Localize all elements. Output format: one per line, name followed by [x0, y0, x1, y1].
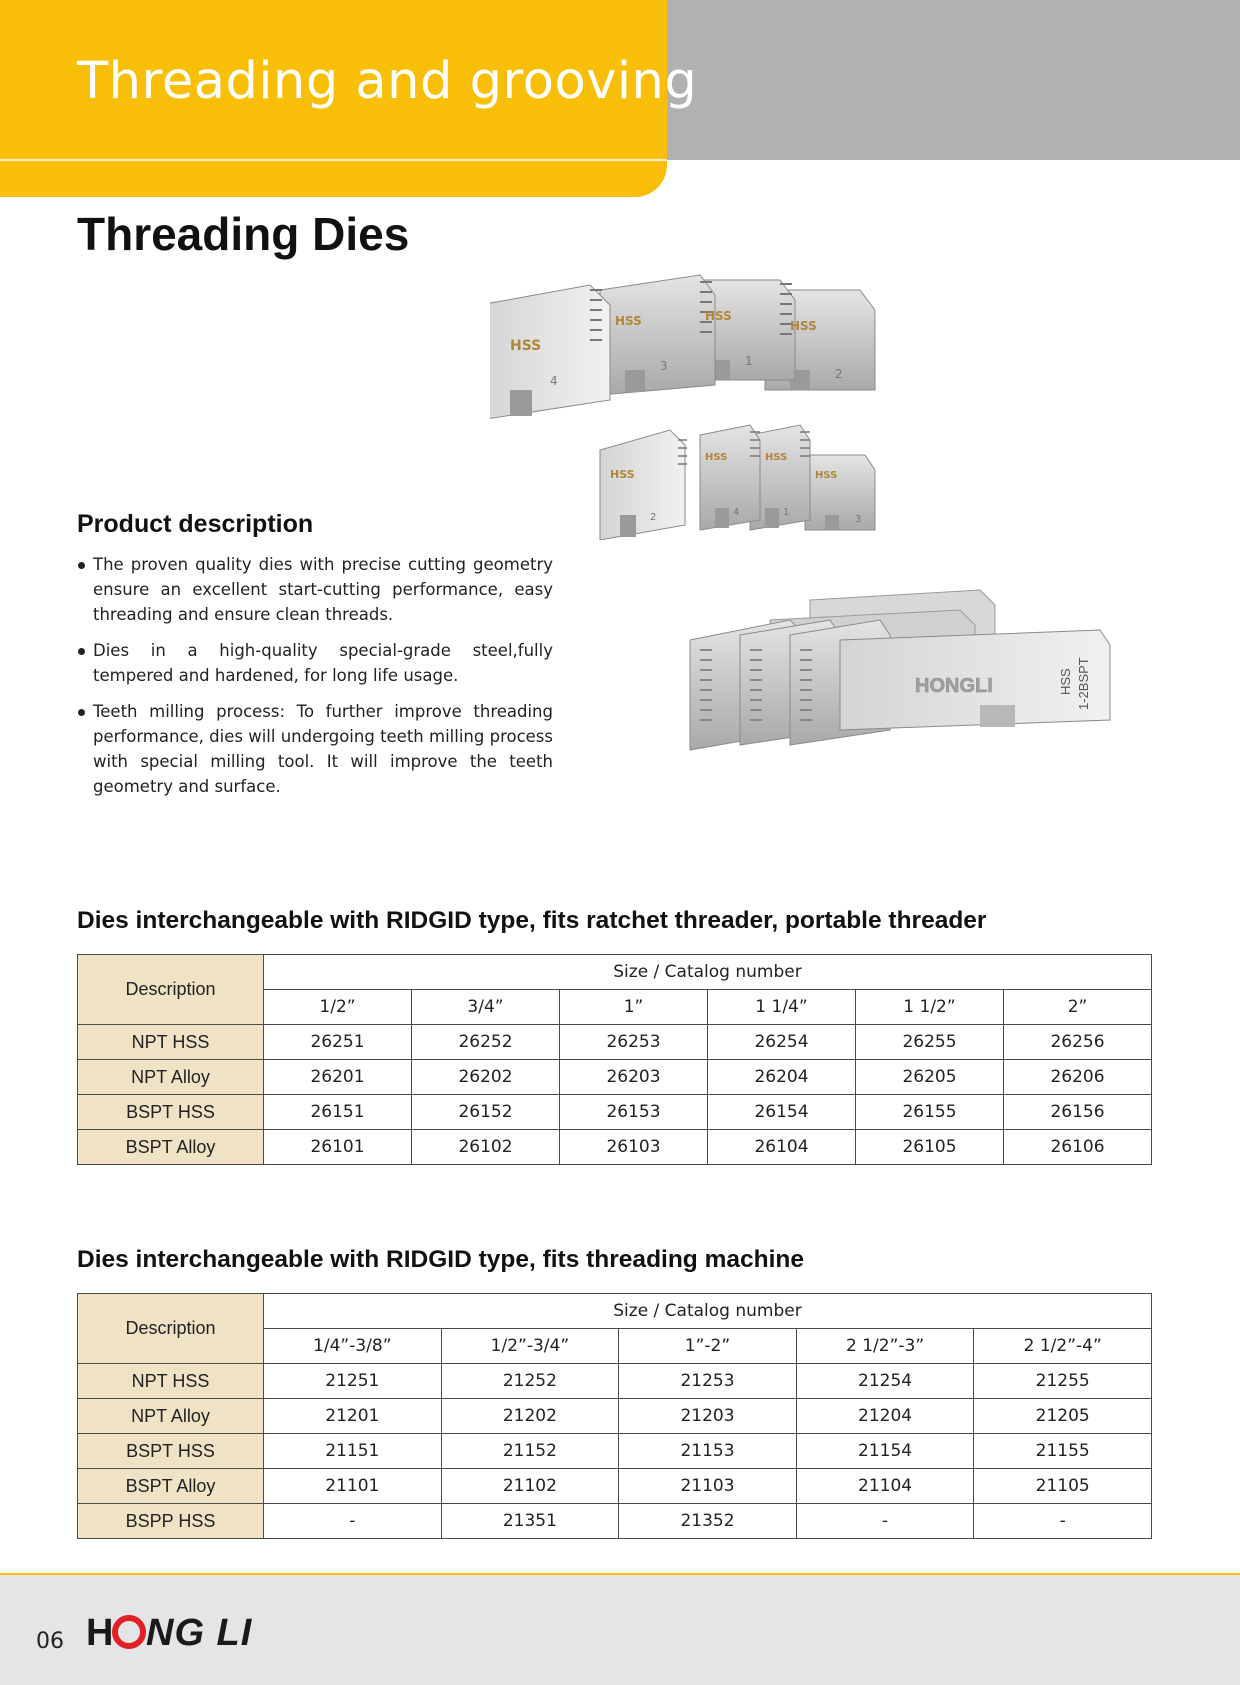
catalog-cell: 21152 — [441, 1434, 619, 1469]
size-group-header: Size / Catalog number — [264, 955, 1152, 990]
catalog-cell: 21103 — [619, 1469, 797, 1504]
table-row — [78, 1130, 1152, 1165]
table-row — [78, 1060, 1152, 1095]
size-header: 2” — [1004, 990, 1152, 1025]
header-divider — [0, 159, 667, 161]
row-label: NPT Alloy — [78, 1060, 264, 1095]
catalog-cell: 21104 — [796, 1469, 974, 1504]
section-title: Threading and grooving — [77, 52, 698, 111]
catalog-cell: 21251 — [264, 1364, 442, 1399]
description-header: Description — [78, 955, 264, 1025]
die-label: HSS — [1058, 668, 1073, 695]
row-label: BSPT Alloy — [78, 1130, 264, 1165]
die-number: 1 — [783, 507, 790, 518]
table-row — [78, 1095, 1152, 1130]
catalog-cell: 21203 — [619, 1399, 797, 1434]
size-header: 2 1/2”-4” — [974, 1329, 1152, 1364]
die-number: 3 — [855, 514, 862, 525]
catalog-cell: 26255 — [856, 1025, 1004, 1060]
catalog-cell: 26104 — [708, 1130, 856, 1165]
die-number: 3 — [660, 359, 668, 373]
catalog-cell: 26205 — [856, 1060, 1004, 1095]
catalog-cell: 21151 — [264, 1434, 442, 1469]
page-number: 06 — [36, 1629, 64, 1654]
header-gray-band — [667, 0, 1240, 160]
catalog-cell: 21105 — [974, 1469, 1152, 1504]
catalog-cell: 21154 — [796, 1434, 974, 1469]
die-set-small-icon — [590, 420, 890, 540]
die-label: HSS — [705, 309, 732, 323]
catalog-cell: 26206 — [1004, 1060, 1152, 1095]
description-heading: Product description — [77, 510, 314, 538]
size-header: 1 1/4” — [708, 990, 856, 1025]
description-item: Dies in a high-quality special-grade steel,fully tempered and hardened, for long life usage. — [77, 638, 553, 688]
size-header: 1 1/2” — [856, 990, 1004, 1025]
hongli-logo-icon — [86, 1609, 270, 1655]
die-label: HSS — [610, 468, 635, 481]
catalog-cell: 26251 — [264, 1025, 412, 1060]
catalog-cell: 21252 — [441, 1364, 619, 1399]
catalog-cell: 26101 — [264, 1130, 412, 1165]
table-row — [78, 1364, 1152, 1399]
catalog-cell: - — [796, 1504, 974, 1539]
catalog-cell: 26154 — [708, 1095, 856, 1130]
catalog-cell: 26253 — [560, 1025, 708, 1060]
catalog-cell: 21201 — [264, 1399, 442, 1434]
size-group-header: Size / Catalog number — [264, 1294, 1152, 1329]
catalog-cell: 26201 — [264, 1060, 412, 1095]
die-number: 1 — [745, 354, 753, 368]
die-label: HSS — [615, 314, 642, 328]
die-label: HSS — [765, 452, 788, 463]
catalog-cell: 21102 — [441, 1469, 619, 1504]
die-set-side-icon — [680, 580, 1130, 760]
table1-heading: Dies interchangeable with RIDGID type, fits ratchet threader, portable threader — [77, 907, 987, 934]
size-header: 1/2”-3/4” — [441, 1329, 619, 1364]
catalog-cell: 26156 — [1004, 1095, 1152, 1130]
page-title: Threading Dies — [77, 208, 410, 260]
size-header: 3/4” — [412, 990, 560, 1025]
svg-text:NG LI: NG LI — [146, 1612, 253, 1654]
table-row — [78, 1025, 1152, 1060]
catalog-cell: 21101 — [264, 1469, 442, 1504]
catalog-cell: 26153 — [560, 1095, 708, 1130]
die-label: HSS — [815, 470, 838, 481]
table-row — [78, 1504, 1152, 1539]
catalog-cell: 21202 — [441, 1399, 619, 1434]
table2-heading: Dies interchangeable with RIDGID type, fits threading machine — [77, 1246, 804, 1273]
catalog-cell: 21205 — [974, 1399, 1152, 1434]
catalog-cell: - — [974, 1504, 1152, 1539]
die-label: HSS — [790, 319, 817, 333]
description-list — [77, 552, 553, 810]
size-header: 1” — [560, 990, 708, 1025]
die-set-icon — [490, 270, 930, 430]
catalog-cell: 26102 — [412, 1130, 560, 1165]
catalog-cell: 21255 — [974, 1364, 1152, 1399]
catalog-cell: 26203 — [560, 1060, 708, 1095]
catalog-cell: 26152 — [412, 1095, 560, 1130]
die-label: 1-2BSPT — [1076, 657, 1091, 710]
catalog-cell: 26254 — [708, 1025, 856, 1060]
table-row — [78, 1469, 1152, 1504]
row-label: BSPP HSS — [78, 1504, 264, 1539]
die-label: HSS — [510, 338, 542, 354]
catalog-cell: 26151 — [264, 1095, 412, 1130]
size-header: 1”-2” — [619, 1329, 797, 1364]
catalog-cell: 21253 — [619, 1364, 797, 1399]
catalog-cell: 21351 — [441, 1504, 619, 1539]
description-item: Teeth milling process: To further improve threading performance, dies will undergoing teeth milling process with special milling tool. It will improve the teeth geometry and surface. — [77, 699, 553, 799]
svg-text:H: H — [86, 1612, 115, 1654]
catalog-cell: 26256 — [1004, 1025, 1152, 1060]
catalog-table-ratchet — [77, 954, 1152, 1165]
description-item: The proven quality dies with precise cutting geometry ensure an excellent start-cutting performance, easy threading and ensure clean threads. — [77, 552, 553, 627]
row-label: NPT HSS — [78, 1364, 264, 1399]
die-number: 4 — [550, 374, 558, 388]
row-label: NPT HSS — [78, 1025, 264, 1060]
row-label: BSPT HSS — [78, 1095, 264, 1130]
catalog-cell: 26105 — [856, 1130, 1004, 1165]
catalog-cell: 21204 — [796, 1399, 974, 1434]
catalog-cell: 26252 — [412, 1025, 560, 1060]
catalog-cell: 26155 — [856, 1095, 1004, 1130]
catalog-cell: - — [264, 1504, 442, 1539]
size-header: 1/4”-3/8” — [264, 1329, 442, 1364]
table-row — [78, 1434, 1152, 1469]
catalog-cell: 26202 — [412, 1060, 560, 1095]
table-row — [78, 1399, 1152, 1434]
die-label: HSS — [705, 452, 728, 463]
description-header: Description — [78, 1294, 264, 1364]
catalog-cell: 21153 — [619, 1434, 797, 1469]
die-number: 2 — [650, 512, 657, 523]
catalog-cell: 21155 — [974, 1434, 1152, 1469]
row-label: BSPT Alloy — [78, 1469, 264, 1504]
catalog-cell: 26106 — [1004, 1130, 1152, 1165]
row-label: BSPT HSS — [78, 1434, 264, 1469]
row-label: NPT Alloy — [78, 1399, 264, 1434]
size-header: 1/2” — [264, 990, 412, 1025]
svg-text:HONGLI: HONGLI — [915, 675, 993, 697]
catalog-cell: 26204 — [708, 1060, 856, 1095]
catalog-cell: 21352 — [619, 1504, 797, 1539]
catalog-table-machine — [77, 1293, 1152, 1539]
die-number: 2 — [835, 367, 843, 381]
catalog-cell: 26103 — [560, 1130, 708, 1165]
catalog-cell: 21254 — [796, 1364, 974, 1399]
die-number: 4 — [733, 507, 740, 518]
size-header: 2 1/2”-3” — [796, 1329, 974, 1364]
